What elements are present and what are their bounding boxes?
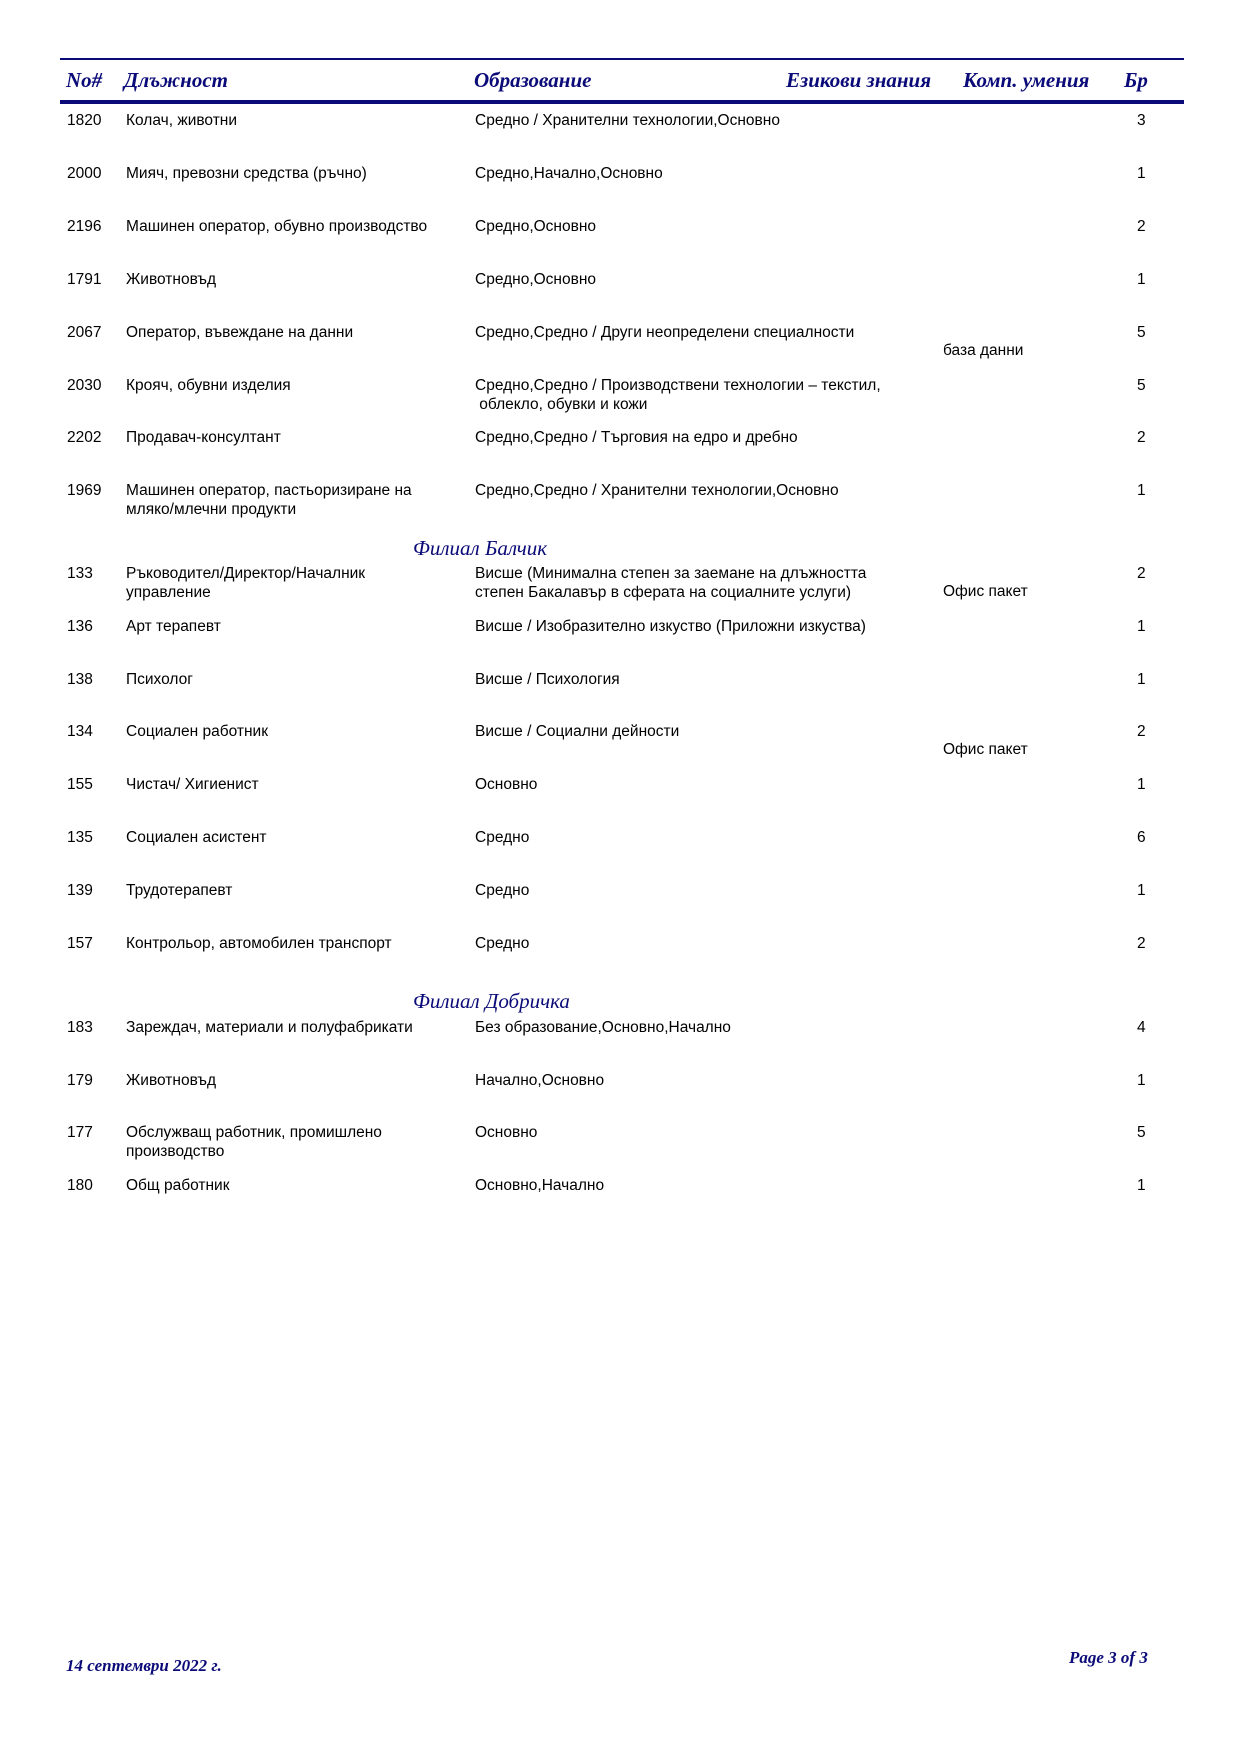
position-line: Общ работник [126,1177,230,1194]
table-row [0,775,1241,825]
table-row [0,1123,1241,1173]
position-cell [126,617,221,636]
section-title: Филиал Добричка [413,989,570,1013]
education-cell [475,828,529,847]
table-row [0,828,1241,878]
position-cell [126,722,268,741]
position-cell [126,670,193,689]
header-top-rule [60,58,1184,60]
column-header-no: No# [66,68,103,92]
education-line: Средно,Основно [475,271,597,288]
position-cell [126,775,259,794]
row-number: 1820 [67,112,102,129]
count-cell: 5 [1137,324,1146,341]
position-cell [126,428,281,447]
education-line: Средно [475,882,530,899]
education-line: Висше / Изобразително изкуство (Приложни изкуства) [475,618,866,635]
table-row [0,428,1241,478]
education-cell [475,481,839,500]
position-cell [126,1018,413,1037]
count-cell: 5 [1137,377,1146,394]
count-cell: 2 [1137,935,1146,952]
table-row [0,617,1241,667]
education-cell [475,1071,604,1090]
education-line: Средно,Средно / Хранителни технологии,Основно [475,482,839,499]
row-number: 183 [67,1019,93,1036]
position-line: Продавач-консултант [126,429,281,446]
count-cell: 1 [1137,618,1146,635]
table-row [0,881,1241,931]
count-cell: 2 [1137,565,1146,582]
table-row [0,670,1241,720]
position-line: Социален асистент [126,829,267,846]
education-cell [475,111,780,130]
column-header-computer-skills: Комп. умения [963,68,1090,92]
education-cell [475,722,679,741]
table-row [0,164,1241,214]
computer-skills-cell: база данни [943,342,1024,359]
row-number: 136 [67,618,93,635]
education-cell [475,270,596,289]
education-line: Основно [475,1124,538,1141]
position-line: Психолог [126,671,193,688]
position-line: Арт терапевт [126,618,221,635]
education-line: Висше (Минимална степен за заемане на длъжността [475,565,867,582]
position-cell [126,828,266,847]
position-line: Ръководител/Директор/Началник [126,565,366,582]
education-cell [475,881,529,900]
education-line: Средно [475,935,530,952]
position-cell [126,481,412,519]
table-row [0,934,1241,984]
count-cell: 5 [1137,1124,1146,1141]
row-number: 139 [67,882,93,899]
position-line: Машинен оператор, пастьоризиране на [126,482,412,499]
position-cell [126,564,365,602]
table-row [0,564,1241,614]
row-number: 2067 [67,324,102,341]
education-line: Средно / Хранителни технологии,Основно [475,112,780,129]
table-row [0,376,1241,426]
table-row [0,722,1241,772]
position-cell [126,323,353,342]
row-number: 180 [67,1177,93,1194]
count-cell: 2 [1137,429,1146,446]
count-cell: 6 [1137,829,1146,846]
section-title: Филиал Балчик [413,536,548,560]
education-line: Основно [475,776,538,793]
computer-skills-cell: Офис пакет [943,741,1028,758]
row-number: 135 [67,829,93,846]
row-number: 134 [67,723,93,740]
education-cell [475,376,881,414]
footer-page-number: Page 3 of 3 [1069,1648,1148,1667]
column-header-languages: Езикови знания [786,68,932,92]
education-line: Висше / Социални дейности [475,723,680,740]
position-line: Чистач/ Хигиенист [126,776,259,793]
row-number: 133 [67,565,93,582]
education-cell [475,1176,604,1195]
position-cell [126,111,237,130]
education-line: Без образование,Основно,Начално [475,1019,731,1036]
row-number: 179 [67,1072,93,1089]
computer-skills-cell: Офис пакет [943,583,1028,600]
row-number: 2030 [67,377,102,394]
education-line: степен Бакалавър в сферата на социалните услуги) [475,584,852,601]
count-cell: 1 [1137,271,1146,288]
education-line: Средно,Начално,Основно [475,165,663,182]
position-line: Животновъд [126,271,217,288]
position-line: производство [126,1143,225,1160]
position-cell [126,376,291,395]
position-line: Контрольор, автомобилен транспорт [126,935,392,952]
position-cell [126,1176,230,1195]
count-cell: 1 [1137,671,1146,688]
row-number: 138 [67,671,93,688]
education-line: Средно,Основно [475,218,597,235]
table-row [0,481,1241,531]
position-line: Зареждач, материали и полуфабрикати [126,1019,413,1036]
education-line: Начално,Основно [475,1072,605,1089]
table-row [0,1176,1241,1226]
education-line: Средно,Средно / Други неопределени специалности [475,324,855,341]
count-cell: 1 [1137,882,1146,899]
education-cell [475,564,866,602]
count-cell: 1 [1137,1177,1146,1194]
position-cell [126,1123,382,1161]
education-cell [475,164,663,183]
count-cell: 1 [1137,165,1146,182]
row-number: 155 [67,776,93,793]
column-header-count: Бр [1124,68,1148,92]
header-bottom-rule [60,100,1184,104]
table-row [0,1071,1241,1121]
position-line: Социален работник [126,723,268,740]
position-cell [126,881,232,900]
table-row [0,217,1241,267]
education-line: Средно,Средно / Търговия на едро и дребно [475,429,798,446]
position-cell [126,217,427,236]
education-line: облекло, обувки и кожи [475,396,648,413]
table-row [0,111,1241,161]
position-line: Оператор, въвеждане на данни [126,324,354,341]
position-line: управление [126,584,211,601]
education-cell [475,775,537,794]
row-number: 2202 [67,429,102,446]
position-line: Животновъд [126,1072,217,1089]
education-cell [475,1018,731,1037]
position-line: Трудотерапевт [126,882,233,899]
row-number: 177 [67,1124,93,1141]
position-line: Крояч, обувни изделия [126,377,291,394]
position-line: Обслужващ работник, промишлено [126,1124,382,1141]
position-cell [126,1071,216,1090]
position-cell [126,270,216,289]
row-number: 157 [67,935,93,952]
education-cell [475,428,798,447]
column-header-position: Длъжност [124,68,228,92]
education-cell [475,670,620,689]
count-cell: 1 [1137,1072,1146,1089]
position-cell [126,164,367,183]
education-cell [475,617,866,636]
education-line: Основно,Начално [475,1177,605,1194]
row-number: 1969 [67,482,102,499]
count-cell: 1 [1137,482,1146,499]
table-row [0,1018,1241,1068]
footer-date: 14 септември 2022 г. [66,1656,222,1675]
count-cell: 3 [1137,112,1146,129]
education-cell [475,323,854,342]
row-number: 2000 [67,165,102,182]
table-row [0,270,1241,320]
education-cell [475,934,529,953]
education-line: Висше / Психология [475,671,620,688]
count-cell: 2 [1137,218,1146,235]
position-line: мляко/млечни продукти [126,501,297,518]
count-cell: 2 [1137,723,1146,740]
count-cell: 1 [1137,776,1146,793]
table-row [0,323,1241,373]
education-cell [475,1123,537,1142]
column-header-education: Образование [474,68,592,92]
position-cell [126,934,392,953]
position-line: Мияч, превозни средства (ръчно) [126,165,367,182]
education-line: Средно,Средно / Производствени технологии – текстил, [475,377,881,394]
education-line: Средно [475,829,530,846]
position-line: Машинен оператор, обувно производство [126,218,428,235]
education-cell [475,217,596,236]
row-number: 1791 [67,271,102,288]
position-line: Колач, животни [126,112,238,129]
count-cell: 4 [1137,1019,1146,1036]
row-number: 2196 [67,218,102,235]
